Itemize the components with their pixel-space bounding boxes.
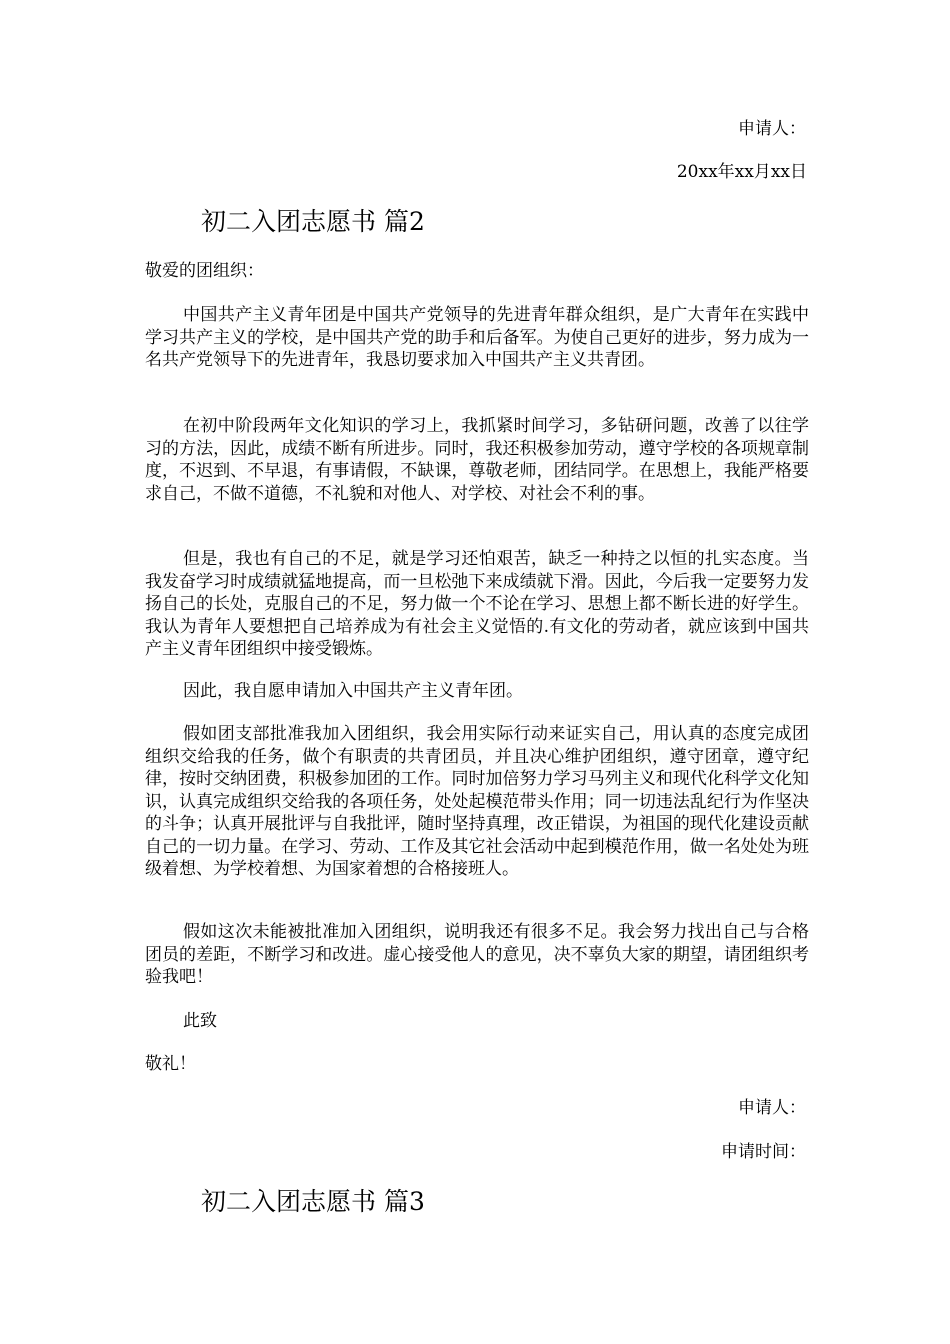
paragraph-6: 假如这次未能被批准加入团组织，说明我还有很多不足。我会努力找出自己与合格团员的差距，不断学习和改进。虚心接受他人的意见，决不辜负大家的期望，请团组织考验我吧！ [145, 922, 809, 987]
date-line: 20xx年xx月xx日 [676, 162, 807, 182]
paragraph-5: 假如团支部批准我加入团组织，我会用实际行动来证实自己，用认真的态度完成团组织交给我的任务，做个有职责的共青团员，并且决心维护团组织，遵守团章，遵守纪律，按时交纳团费，积极参加团的工作。同时加倍努力学习马列主义和现代化科学文化知识，认真完成组织交给我的各项任务，处处起模范带头作用；同一切违法乱纪行为作坚决的斗争；认真开展批评与自我批评，随时坚持真理，改正错误，为祖国的现代化建设贡献自己的一切力量。在学习、劳动、工作及其它社会活动中起到模范作用，做一名处处为班级着想、为学校着想、为国家着想的合格接班人。 [145, 724, 809, 879]
paragraph-4: 因此，我自愿申请加入中国共产主义青年团。 [183, 681, 523, 701]
section2-heading: 初二入团志愿书 篇2 [201, 207, 425, 236]
paragraph-2: 在初中阶段两年文化知识的学习上，我抓紧时间学习，多钻研问题，改善了以往学习的方法，因此，成绩不断有所进步。同时，我还积极参加劳动，遵守学校的各项规章制度，不迟到、不早退，有事请假，不缺课，尊敬老师，团结同学。在思想上，我能严格要求自己，不做不道德，不礼貌和对他人、对学校、对社会不利的事。 [145, 416, 809, 504]
apply-time-label: 申请时间： [721, 1142, 806, 1162]
paragraph-1: 中国共产主义青年团是中国共产党领导的先进青年群众组织，是广大青年在实践中学习共产主义的学校，是中国共产党的助手和后备军。为使自己更好的进步，努力成为一名共产党领导下的先进青年，我恳切要求加入中国共产主义共青团。 [145, 305, 809, 370]
section3-heading: 初二入团志愿书 篇3 [201, 1187, 425, 1216]
applicant-label-bottom: 申请人： [738, 1098, 806, 1118]
closing-text: 此致 [183, 1011, 217, 1031]
regards-text: 敬礼！ [145, 1054, 196, 1074]
salutation: 敬爱的团组织： [145, 261, 264, 281]
applicant-label-top: 申请人： [738, 119, 806, 139]
paragraph-3: 但是，我也有自己的不足，就是学习还怕艰苦，缺乏一种持之以恒的扎实态度。当我发奋学习时成绩就猛地提高，而一旦松弛下来成绩就下滑。因此，今后我一定要努力发扬自己的长处，克服自己的不足，努力做一个不论在学习、思想上都不断长进的好学生。我认为青年人要想把自己培养成为有社会主义觉悟的.有文化的劳动者，就应该到中国共产主义青年团组织中接受锻炼。 [145, 549, 809, 659]
